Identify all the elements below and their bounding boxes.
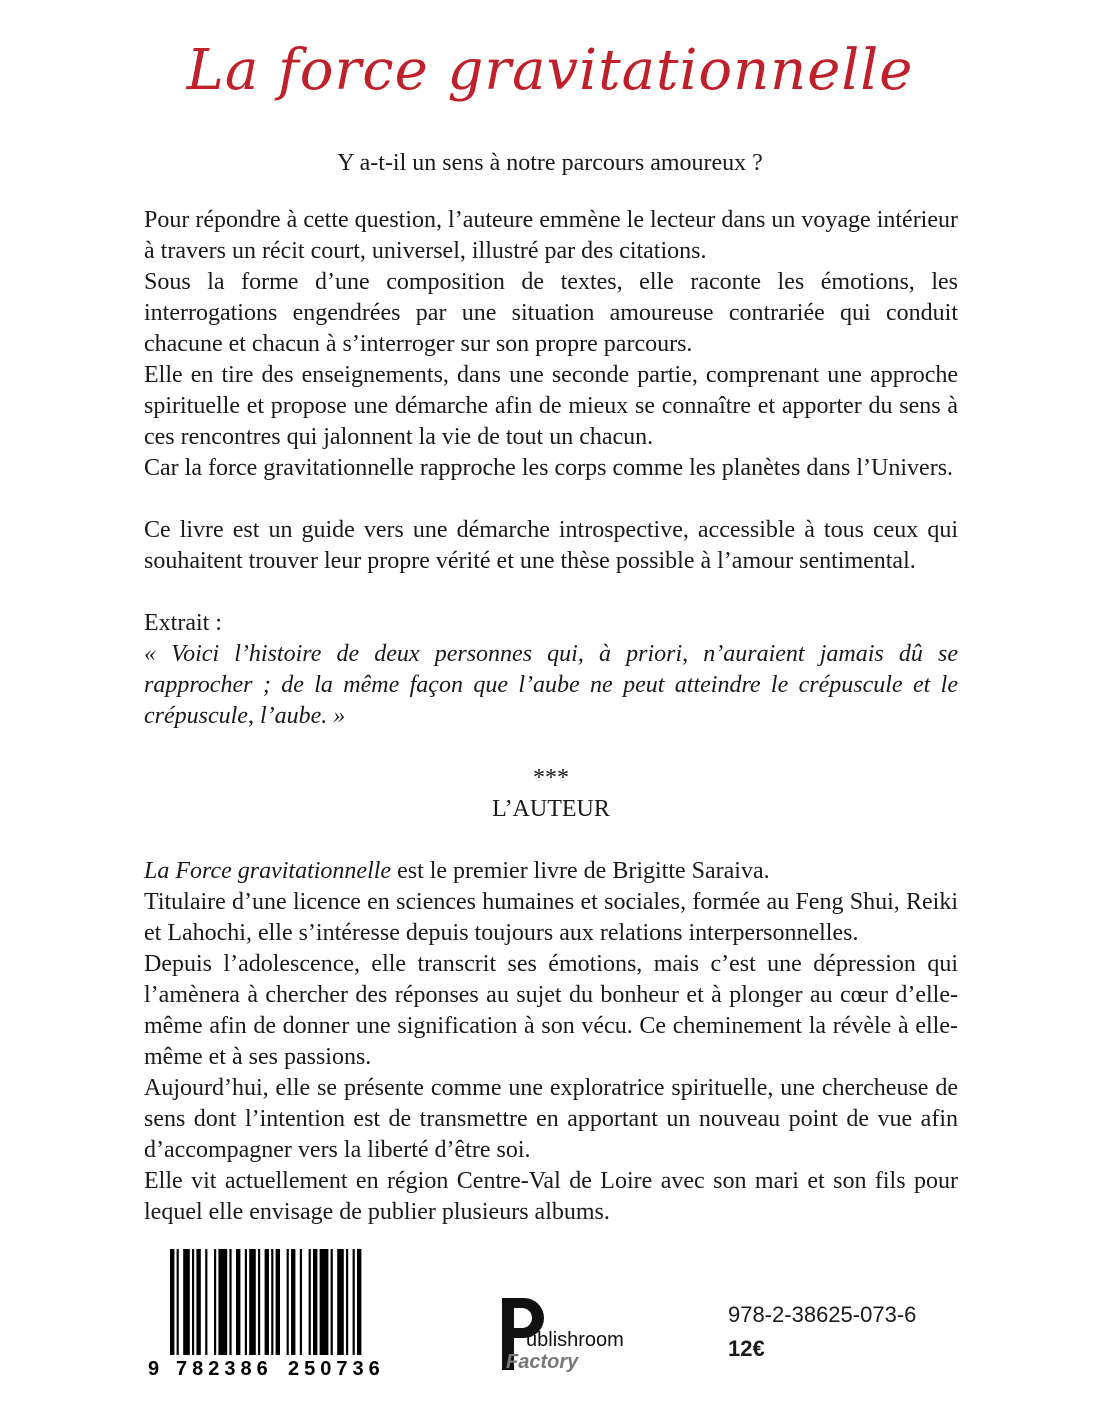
- barcode-bar: [320, 1249, 329, 1355]
- book-title: La force gravitationnelle: [186, 38, 914, 103]
- description-paragraph: Pour répondre à cette question, l’auteure emmène le lecteur dans un voyage intérieur à travers un récit court, universel, illustré par des citations.: [144, 207, 958, 264]
- description-paragraph: Car la force gravitationnelle rapproche les corps comme les planètes dans l’Univers.: [144, 455, 954, 481]
- description-block: [144, 205, 958, 1228]
- barcode-bar: [346, 1249, 348, 1355]
- barcode-digits-right: 250736: [288, 1358, 385, 1379]
- barcode-bar: [249, 1249, 256, 1355]
- barcode-bar: [196, 1249, 200, 1355]
- barcode-bar: [245, 1249, 247, 1355]
- barcode-bar: [353, 1249, 355, 1355]
- barcode-bar: [192, 1249, 194, 1355]
- barcode-bar: [177, 1249, 179, 1355]
- barcode-bar: [214, 1249, 216, 1355]
- barcode-bar: [258, 1249, 260, 1355]
- barcode-bar: [218, 1249, 227, 1355]
- author-bio-paragraph: Elle vit actuellement en région Centre-Val de Loire avec son mari et son fils pour lequel elle envisage de publier plusieurs albums.: [144, 1168, 958, 1225]
- isbn: 978-2-38625-073-6: [728, 1302, 917, 1327]
- barcode-bar: [236, 1249, 240, 1355]
- logo-line2: Factory: [506, 1351, 579, 1372]
- publisher-logo: [496, 1294, 656, 1372]
- author-bio-paragraph: Titulaire d’une licence en sciences humaines et sociales, formée au Feng Shui, Reiki et Lahochi, elle s’intéresse depuis toujours aux relations interpersonnelles.: [144, 889, 958, 946]
- tagline-question: Y a-t-il un sens à notre parcours amoureux ?: [337, 150, 763, 176]
- barcode: [148, 1249, 418, 1379]
- price: 12€: [728, 1336, 765, 1361]
- barcode-bar: [331, 1249, 333, 1355]
- logo-line1: ublishroom: [526, 1329, 624, 1351]
- excerpt-label: Extrait :: [144, 610, 222, 636]
- barcode-digit-first: 9: [148, 1358, 160, 1379]
- description-paragraph: Sous la forme d’une composition de textes, elle raconte les émotions, les interrogations engendrées par une situation amoureuse contrariée qui conduit chacune et chacun à s’interroger sur son propre parcours.: [144, 269, 958, 357]
- barcode-bar: [271, 1249, 273, 1355]
- barcode-bar: [357, 1249, 361, 1355]
- barcode-bar: [300, 1249, 302, 1355]
- guide-paragraph: Ce livre est un guide vers une démarche introspective, accessible à tous ceux qui souhaitent trouver leur propre vérité et une thèse possible à l’amour sentimental.: [144, 517, 958, 574]
- barcode-digits-left: 782386: [176, 1358, 273, 1379]
- author-intro-rest: est le premier livre de Brigitte Saraiva.: [391, 858, 770, 884]
- barcode-bar: [229, 1249, 231, 1355]
- barcode-bar: [309, 1249, 311, 1355]
- author-intro: [144, 856, 958, 887]
- barcode-bar: [313, 1249, 317, 1355]
- separator-stars: ***: [533, 765, 569, 791]
- author-bio-paragraph: Aujourd’hui, elle se présente comme une exploratrice spirituelle, une chercheuse de sens dont l’intention est de transmettre en apportant un nouveau point de vue afin d’accompagner vers la liberté d’être soi.: [144, 1075, 958, 1163]
- barcode-bar: [287, 1249, 289, 1355]
- barcode-bar: [337, 1249, 344, 1355]
- barcode-bar: [183, 1249, 190, 1355]
- barcode-bar: [265, 1249, 269, 1355]
- author-book-title: La Force gravitationnelle: [144, 858, 392, 884]
- description-paragraph: Elle en tire des enseignements, dans une seconde partie, comprenant une approche spirituelle et propose une démarche afin de mieux se connaître et apporter du sens à ces rencontres qui jalonnent la vie de tout un chacun.: [144, 362, 958, 450]
- barcode-bar: [291, 1249, 295, 1355]
- author-bio-paragraph: Depuis l’adolescence, elle transcrit ses émotions, mais c’est une dépression qui l’amènera à chercher des réponses au sujet du bonheur et à plonger au cœur d’elle-même afin de donner une signification à son vécu. Ce cheminement la révèle à elle-même et à ses passions.: [144, 951, 958, 1070]
- author-heading: L’AUTEUR: [492, 796, 610, 822]
- barcode-bar: [170, 1249, 174, 1355]
- barcode-bar: [205, 1249, 207, 1355]
- barcode-bar: [276, 1249, 280, 1355]
- excerpt-quote: « Voici l’histoire de deux personnes qui, à priori, n’auraient jamais dû se rapprocher ; de la même façon que l’aube ne peut atteindre le crépuscule et le crépuscule, l’aube. »: [144, 641, 958, 729]
